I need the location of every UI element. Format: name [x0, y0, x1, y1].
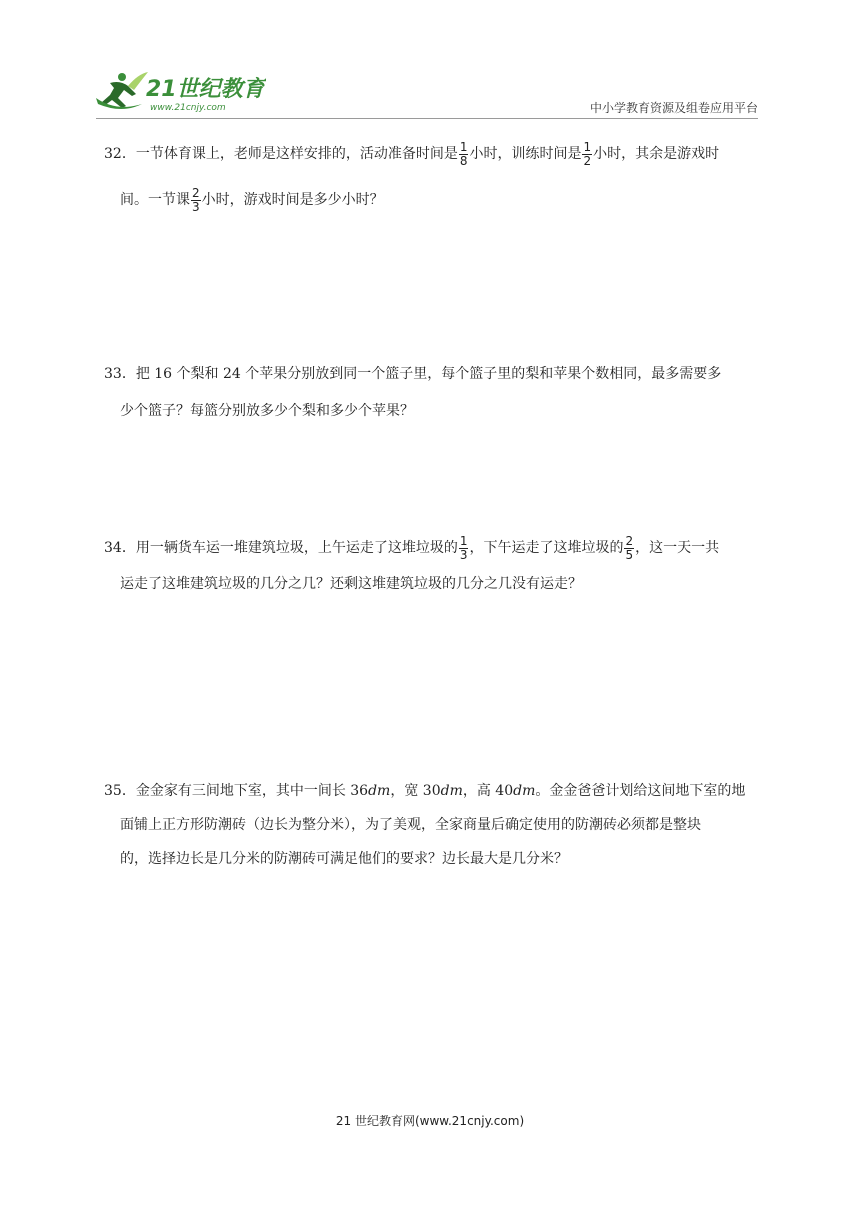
- question-32-line-1: 32．一节体育课上，老师是这样安排的，活动准备时间是 $\frac{1}{8}$ 小时，训练时间是 $\frac{1}{2}$ 小时，其余是游戏时: [104, 139, 720, 168]
- question-33: [104, 357, 760, 428]
- question-35-line-2: 面铺上正方形防潮砖（边长为整分米），为了美观，全家商量后确定使用的防潮砖必须都是整块: [120, 817, 701, 833]
- header-platform-text: 中小学教育资源及组卷应用平台: [589, 101, 758, 115]
- question-number: 33．: [104, 366, 136, 382]
- page-footer: 21 世纪教育网(www.21cnjy.com): [335, 1114, 525, 1128]
- question-35-line-1: 35．金金家有三间地下室，其中一间长 36dm，宽 30dm，高 40dm。金金爸爸计划给这间地下室的地: [104, 783, 746, 799]
- fraction: $\frac{1}{2}$: [583, 139, 592, 168]
- question-number: 34．: [104, 540, 136, 556]
- question-34-line-2: 运走了这堆建筑垃圾的几分之几？还剩这堆建筑垃圾的几分之几没有运走？: [120, 576, 582, 592]
- fraction: $\frac{1}{3}$: [459, 533, 468, 562]
- question-33-line-1: 33．把 16 个梨和 24 个苹果分别放到同一个篮子里，每个篮子里的梨和苹果个数相同，最多需要多: [104, 366, 722, 382]
- question-number: 35．: [104, 783, 136, 799]
- logo-text: 21世纪教育: [146, 77, 265, 102]
- question-35: [104, 774, 760, 876]
- fraction: $\frac{1}{8}$: [459, 139, 468, 168]
- question-33-line-2: 少个篮子？每篮分别放多少个梨和多少个苹果？: [120, 403, 414, 419]
- question-32-line-2: 间。一节课 $\frac{2}{3}$ 小时，游戏时间是多少小时？: [120, 185, 384, 214]
- fraction: $\frac{2}{3}$: [192, 185, 200, 214]
- logo-url: www.21cnjy.com: [150, 103, 226, 113]
- question-number: 32．: [104, 146, 136, 162]
- logo-21cnjy: [96, 68, 266, 114]
- fraction: $\frac{2}{5}$: [625, 533, 634, 562]
- question-34-line-1: 34．用一辆货车运一堆建筑垃圾，上午运走了这堆垃圾的 $\frac{1}{3}$ ，下午运走了这堆垃圾的 $\frac{2}{5}$ ，这一天一共: [104, 533, 720, 562]
- question-32: [104, 137, 760, 217]
- header-divider: [96, 118, 758, 119]
- page-header: [0, 0, 860, 130]
- question-34: [104, 531, 760, 601]
- question-35-line-3: 的，选择边长是几分米的防潮砖可满足他们的要求？边长最大是几分米？: [120, 851, 568, 867]
